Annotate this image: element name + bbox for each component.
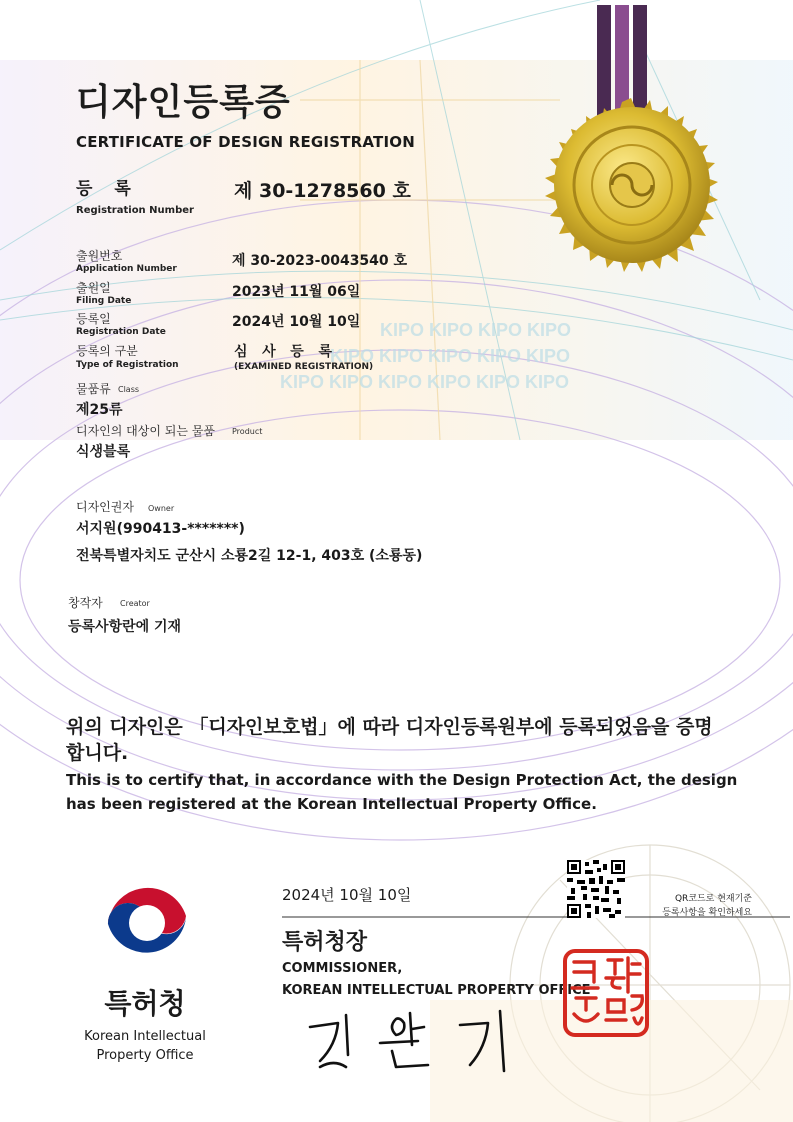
owner-name: 서지원(990413-*******): [76, 521, 245, 537]
commissioner-title: 특허청장: [282, 930, 368, 955]
application-number-label-english: Application Number: [76, 264, 177, 274]
registration-type-value: 심 사 등 록: [234, 344, 332, 360]
creator-label-english: Creator: [120, 599, 150, 608]
qr-instructions-line1: QR코드로 현재기준: [674, 894, 752, 904]
svg-text:KIPO KIPO KIPO KIPO KIPO: KIPO KIPO KIPO KIPO KIPO KIPO: [280, 372, 570, 392]
registration-type-label-english: Type of Registration: [76, 360, 179, 370]
class-label: 물품류: [76, 382, 111, 396]
creator-value: 등록사항란에 기재: [68, 619, 182, 635]
page-title-english: CERTIFICATE OF DESIGN REGISTRATION: [76, 133, 415, 151]
svg-text:KIPO KIPO KIPO KIPO: KIPO KIPO KIPO KIPO: [380, 320, 572, 340]
registration-number: 제 30-1278560 호: [234, 180, 411, 202]
commissioner-title-english-line2: KOREAN INTELLECTUAL PROPERTY OFFICE: [282, 983, 591, 998]
registration-type-sub: (EXAMINED REGISTRATION): [234, 362, 374, 372]
registration-type-label: 등록의 구분: [76, 344, 138, 358]
product-value: 식생블록: [76, 444, 131, 460]
qr-instructions: [632, 892, 752, 920]
owner-label-english: Owner: [148, 504, 175, 513]
svg-text:KIPO KIPO KIPO KIPO KIPO: KIPO KIPO KIPO KIPO KIPO: [330, 346, 571, 366]
certification-statement-korean: 위의 디자인은 「디자인보호법」에 따라 디자인등록원부에 등록되었음을 증명합니다.: [66, 716, 713, 764]
registration-label-english: Registration Number: [76, 205, 194, 216]
commissioner-title-english-line1: COMMISSIONER,: [282, 961, 403, 976]
product-label-english: Product: [232, 427, 263, 436]
agency-name-english-line2: Property Office: [96, 1048, 194, 1063]
class-label-english: Class: [118, 385, 140, 394]
page-title: 디자인등록증: [76, 82, 291, 123]
filing-date-label: 출원일: [76, 281, 111, 295]
registration-date-label: 등록일: [76, 312, 111, 326]
issue-date: 2024년 10월 10일: [282, 886, 412, 904]
application-number-label: 출원번호: [76, 249, 123, 263]
agency-name-english-line1: Korean Intellectual: [84, 1029, 206, 1044]
handwritten-signature: [300, 1005, 530, 1075]
application-number-value: 제 30-2023-0043540 호: [232, 253, 408, 269]
filing-date-value: 2023년 11월 06일: [232, 284, 361, 300]
agency-name-english: [0, 1027, 290, 1065]
commissioner-title-english: [282, 958, 591, 1002]
kipo-logo-icon: [102, 878, 192, 968]
product-label: 디자인의 대상이 되는 물품: [76, 424, 215, 438]
registration-label: 등 록: [76, 179, 139, 199]
class-value: 제25류: [76, 402, 123, 418]
qr-instructions-line2: 등록사항을 확인하세요: [662, 908, 752, 918]
qr-code-icon[interactable]: [567, 860, 625, 918]
official-seal-stamp-icon: [562, 948, 650, 1038]
registration-date-value: 2024년 10월 10일: [232, 314, 361, 330]
owner-address: 전북특별자치도 군산시 소룡2길 12-1, 403호 (소룡동): [76, 548, 423, 564]
agency-name: 특허청: [104, 987, 186, 1020]
creator-label: 창작자: [68, 596, 103, 610]
certification-statement-english: This is to certify that, in accordance with the Design Protection Act, the design has been registered at the Korean Intellectual Property Office.: [66, 771, 738, 813]
owner-label: 디자인권자: [76, 500, 134, 514]
filing-date-label-english: Filing Date: [76, 296, 132, 306]
registration-date-label-english: Registration Date: [76, 327, 166, 337]
